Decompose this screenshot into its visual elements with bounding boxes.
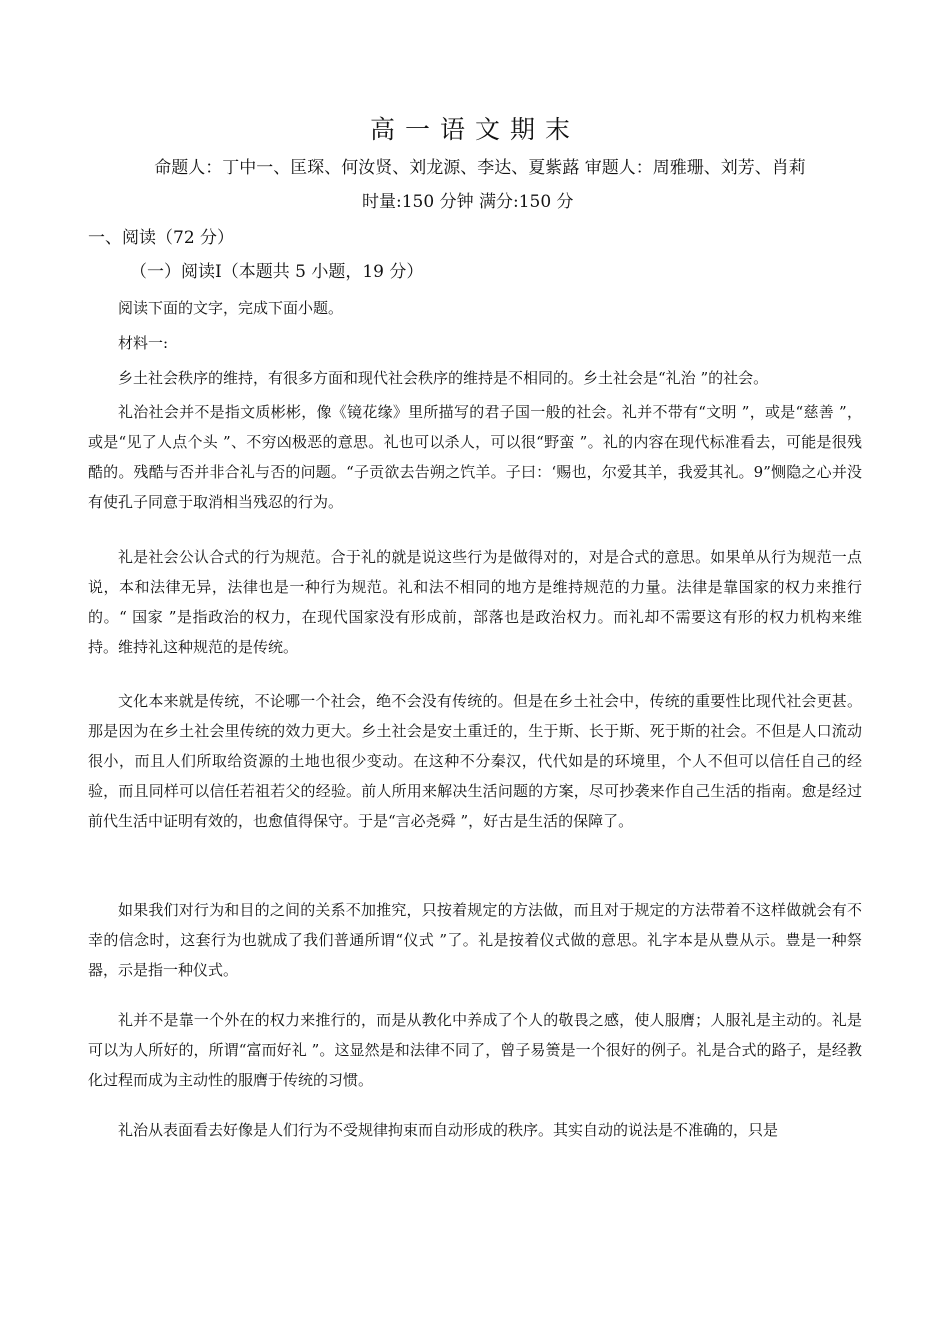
subsection-heading: （一）阅读Ⅰ（本题共 5 小题，19 分） (130, 262, 424, 282)
material-label: 材料一: (118, 334, 169, 352)
instruction-text: 阅读下面的文字，完成下面小题。 (118, 299, 344, 317)
paragraph-1: 乡土社会秩序的维持，有很多方面和现代社会秩序的维持是不相同的。乡土社会是“礼治 ”的社会。 (118, 369, 769, 387)
paragraph-7: 礼治从表面看去好像是人们行为不受规律拘束而自动形成的秩序。其实自动的说法是不准确的，只是 (118, 1121, 779, 1139)
paragraph-3: 礼是社会公认合式的行为规范。合于礼的就是说这些行为是做得对的，对是合式的意思。如果单从行为规范一点说，本和法律无异，法律也是一种行为规范。礼和法不相同的地方是维持规范的力量。法律是靠国家的权力来推行的。“ 国家 ”是指政治的权力，在现代国家没有形成前，部落也是政治权力。而礼却不需要这有形的权力机构来维持。维持礼这种规范的是传统。 (88, 548, 862, 656)
paragraph-2: 礼治社会并不是指文质彬彬，像《镜花缘》里所描写的君子国一般的社会。礼并不带有“文明 ”，或是“慈善 ”，或是“见了人点个头 ”、不穷凶极恶的意思。礼也可以杀人，可以很“野蛮 ”。礼的内容在现代标准看去，可能是很残酷的。残酷与否并非合礼与否的问题。“子贡欲去告朔之饩羊。子曰：‘赐也，尔爱其羊，我爱其礼。9”恻隐之心并没有使孔子同意于取消相当残忍的行为。 (88, 403, 862, 511)
paragraph-4: 文化本来就是传统，不论哪一个社会，绝不会没有传统的。但是在乡土社会中，传统的重要性比现代社会更甚。那是因为在乡土社会里传统的效力更大。乡土社会是安土重迁的，生于斯、长于斯、死于斯的社会。不但是人口流动很小，而且人们所取给资源的土地也很少变动。在这种不分秦汉，代代如是的环境里，个人不但可以信任自己的经验，而且同样可以信任若祖若父的经验。前人所用来解决生活问题的方案，尽可抄袭来作自己生活的指南。愈是经过前代生活中证明有效的，也愈值得保守。于是“言必尧舜 ”，好古是生活的保障了。 (88, 692, 862, 830)
paragraph-5: 如果我们对行为和目的之间的关系不加推究，只按着规定的方法做，而且对于规定的方法带着不这样做就会有不幸的信念时，这套行为也就成了我们普通所谓“仪式 ”了。礼是按着仪式做的意思。礼字本是从豊从示。豊是一种祭器，示是指一种仪式。 (88, 901, 862, 979)
paragraph-6: 礼并不是靠一个外在的权力来推行的，而是从教化中养成了个人的敬畏之感，使人服膺；人服礼是主动的。礼是可以为人所好的，所谓“富而好礼 ”。这显然是和法律不同了，曾子易箦是一个很好的例子。礼是合式的路子，是经教化过程而成为主动性的服膺于传统的习惯。 (88, 1011, 862, 1089)
page-title: 高一语文期末 (369, 115, 580, 144)
section-heading: 一、阅读（72 分） (88, 228, 235, 248)
authors-line: 命题人：丁中一、匡琛、何汝贤、刘龙源、李达、夏紫蕗 审题人：周雅珊、刘芳、肖莉 (154, 158, 806, 178)
time-score-line: 时量:150 分钟 满分:150 分 (362, 192, 574, 212)
